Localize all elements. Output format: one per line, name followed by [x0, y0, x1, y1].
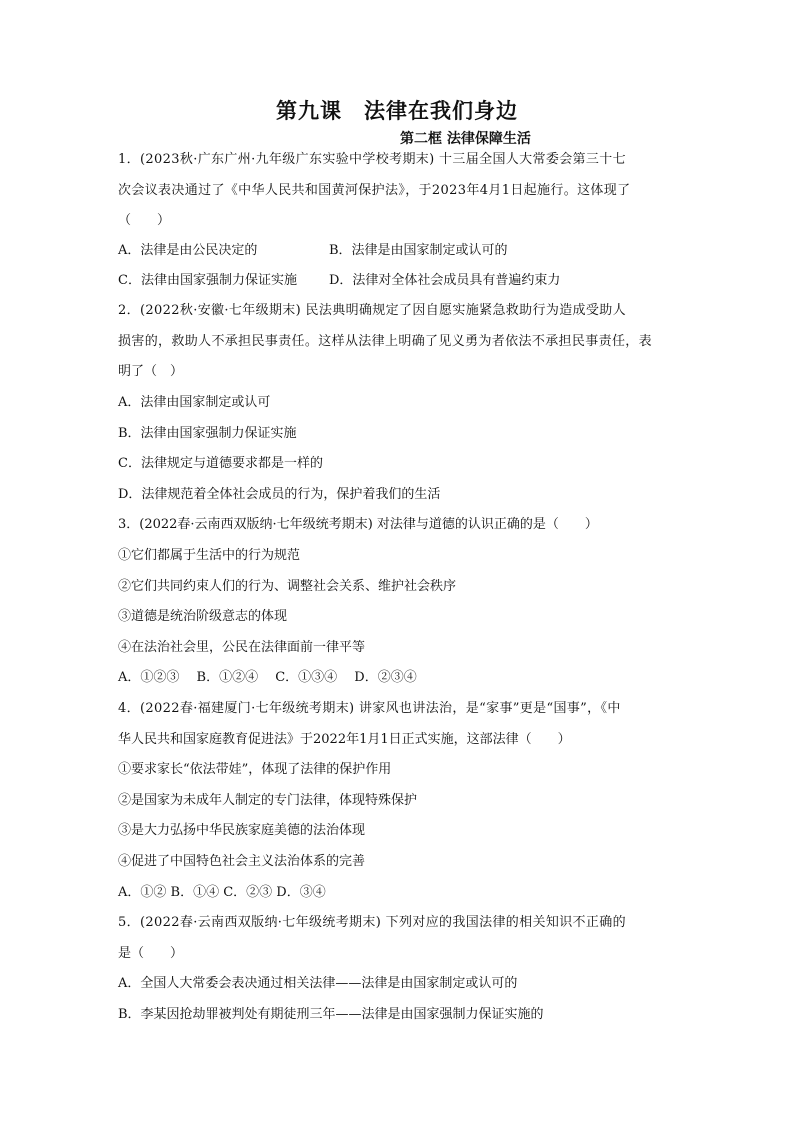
q5-stem-line-1: 5．(2022春·云南西双版纳·七年级统考期末) 下列对应的我国法律的相关知识不正确的 [118, 915, 626, 930]
q3-item-4: ④在法治社会里，公民在法律面前一律平等 [118, 640, 366, 655]
q2-stem-line-1: 2．(2022秋·安徽·七年级期末) 民法典明确规定了因自愿实施紧急救助行为造成受助人 [118, 303, 626, 318]
q5-option-a: A．全国人大常委会表决通过相关法律——法律是由国家制定或认可的 [118, 976, 518, 991]
q3-stem-line-1: 3．(2022春·云南西双版纳·七年级统考期末) 对法律与道德的认识正确的是（ ） [118, 517, 598, 532]
q5-option-b: B．李某因抢劫罪被判处有期徒刑三年——法律是由国家强制力保证实施的 [118, 1007, 544, 1022]
q3-item-3: ③道德是统治阶级意志的体现 [118, 609, 288, 624]
q1-option-a: A．法律是由公民决定的 [118, 243, 258, 258]
q3-choices: A．①②③ B．①②④ C．①③④ D．②③④ [118, 670, 417, 685]
q4-stem-line-1: 4．(2022春·福建厦门·七年级统考期末) 讲家风也讲法治，是“家事”更是“国事”，《中 [118, 701, 621, 716]
q2-option-a: A．法律由国家制定或认可 [118, 395, 271, 410]
q1-option-c: C．法律由国家强制力保证实施 [118, 273, 297, 288]
q3-item-2: ②它们共同约束人们的行为、调整社会关系、维护社会秩序 [118, 579, 457, 594]
q2-option-b: B．法律由国家强制力保证实施 [118, 426, 297, 441]
q3-item-1: ①它们都属于生活中的行为规范 [118, 548, 301, 563]
section-subtitle: 第二框 法律保障生活 [400, 131, 531, 147]
q1-stem-line-1: 1．(2023秋·广东广州·九年级广东实验中学校考期末) 十三届全国人大常委会第三十七 [118, 152, 626, 167]
q1-options-row-1 [118, 242, 508, 260]
q1-option-d: D．法律对全体社会成员具有普遍约束力 [329, 273, 561, 288]
q5-stem-line-2: 是（ ） [118, 946, 184, 961]
q4-item-4: ④促进了中国特色社会主义法治体系的完善 [118, 854, 366, 869]
q4-stem-line-2: 华人民共和国家庭教育促进法》于2022年1月1日正式实施，这部法律（ ） [118, 732, 571, 747]
q1-stem-line-3: （ ） [118, 213, 171, 228]
q4-item-2: ②是国家为未成年人制定的专门法律，体现特殊保护 [118, 793, 418, 808]
q2-stem-line-2: 损害的，救助人不承担民事责任。这样从法律上明确了见义勇为者依法不承担民事责任，表 [118, 334, 653, 349]
q4-item-1: ①要求家长“依法带娃”，体现了法律的保护作用 [118, 762, 392, 777]
q4-choices: A．①② B．①④ C．②③ D．③④ [118, 885, 326, 900]
lesson-name: 法律在我们身边 [364, 98, 518, 123]
lesson-title [0, 95, 794, 125]
q2-option-d: D．法律规范着全体社会成员的行为，保护着我们的生活 [118, 487, 441, 502]
q2-option-c: C．法律规定与道德要求都是一样的 [118, 456, 323, 471]
lesson-number: 第九课 [276, 98, 342, 123]
q4-item-3: ③是大力弘扬中华民族家庭美德的法治体现 [118, 823, 366, 838]
q1-option-b: B．法律是由国家制定或认可的 [329, 243, 508, 258]
q1-options-row-2 [118, 272, 560, 290]
q1-stem-line-2: 次会议表决通过了《中华人民共和国黄河保护法》，于2023年4月1日起施行。这体现了 [118, 183, 631, 198]
q2-stem-line-3: 明了（ ） [118, 364, 184, 379]
